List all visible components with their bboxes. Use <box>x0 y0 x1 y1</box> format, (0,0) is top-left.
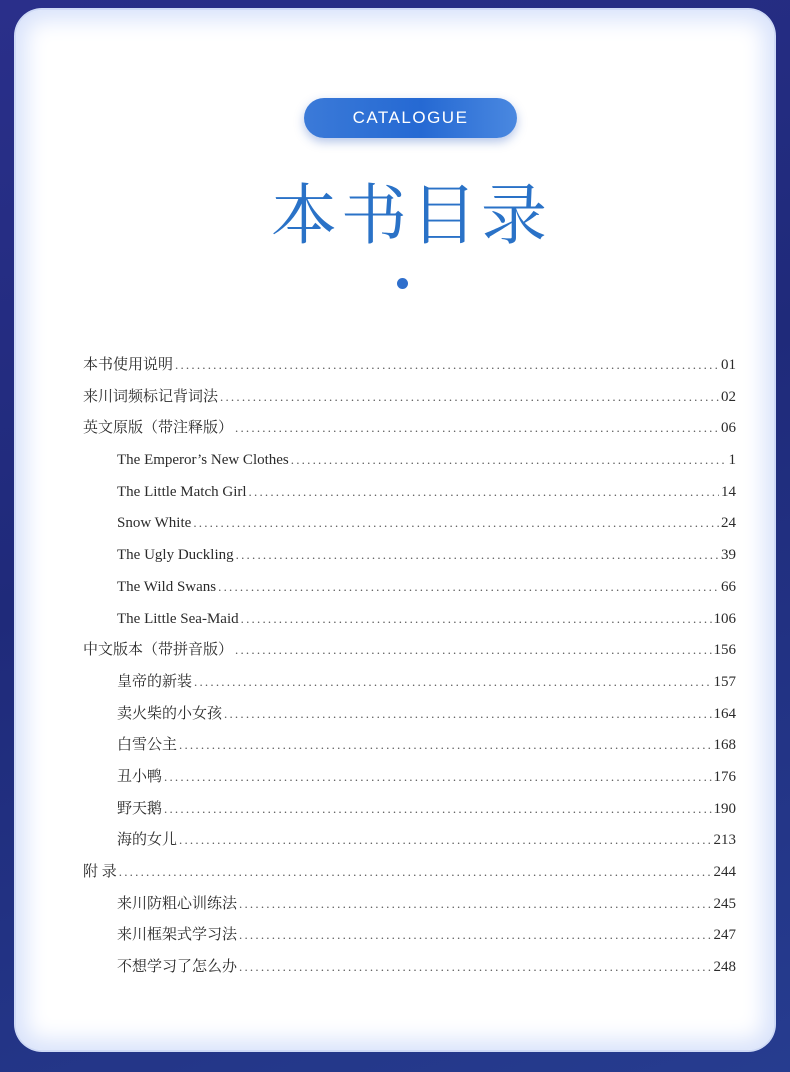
toc-entry-label: 丑小鸭 <box>117 768 163 785</box>
dot-leader <box>239 951 711 983</box>
toc-entry-page: 02 <box>721 388 736 405</box>
toc-subentry <box>83 507 736 539</box>
toc-subentry <box>83 888 736 920</box>
toc-entry-page: 176 <box>713 768 736 785</box>
toc-subentry <box>83 698 736 730</box>
toc-entry-label: The Ugly Duckling <box>117 547 234 564</box>
toc-entry <box>83 856 736 888</box>
toc-entry-page: 190 <box>713 800 736 817</box>
dot-leader <box>193 507 719 539</box>
toc-subentry <box>83 761 736 793</box>
toc-entry-label: 不想学习了怎么办 <box>117 959 238 976</box>
dot-leader <box>220 381 719 413</box>
toc-subentry <box>83 444 736 476</box>
dot-leader <box>239 888 711 920</box>
toc-subentry <box>83 571 736 603</box>
dot-leader <box>179 729 711 761</box>
toc-entry-page: 1 <box>728 452 736 469</box>
toc-entry-label: 来川框架式学习法 <box>117 927 238 944</box>
toc-entry-page: 106 <box>713 610 736 627</box>
toc-entry-label: The Little Sea-Maid <box>117 610 239 627</box>
toc-entry-page: 01 <box>721 357 736 373</box>
toc-entry <box>83 634 736 666</box>
toc-subentry <box>83 666 736 698</box>
toc-entry-page: 244 <box>713 864 736 880</box>
dot-leader <box>179 824 711 856</box>
toc-subentry <box>83 824 736 856</box>
toc-entry-label: The Wild Swans <box>117 578 217 595</box>
toc-entry-page: 247 <box>713 927 736 944</box>
toc-subentry <box>83 476 736 508</box>
toc-entry-label: The Emperor’s New Clothes <box>117 452 289 469</box>
toc-entry <box>83 349 736 381</box>
toc-entry-label: 附 录 <box>83 864 117 880</box>
toc-entry-page: 24 <box>721 515 736 532</box>
toc-entry-page: 06 <box>721 420 736 437</box>
toc-entry-label: 野天鹅 <box>117 800 163 817</box>
dot-leader <box>235 412 719 444</box>
toc-subentry <box>83 951 736 983</box>
toc-entry-label: The Little Match Girl <box>117 483 247 500</box>
decorative-dots <box>397 278 421 290</box>
dot-leader <box>119 856 712 888</box>
toc-entry-label: 来川防粗心训练法 <box>117 895 238 912</box>
toc-subentry <box>83 793 736 825</box>
toc-entry-label: Snow White <box>117 515 192 532</box>
toc-entry <box>83 412 736 444</box>
dot-leader <box>175 349 719 381</box>
toc-entry-label: 英文原版（带注释版） <box>83 420 234 437</box>
toc-entry-page: 156 <box>713 642 736 659</box>
toc-entry-page: 248 <box>713 959 736 976</box>
dot-leader <box>164 793 711 825</box>
toc-entry-page: 157 <box>713 673 736 690</box>
catalogue-badge: CATALOGUE <box>304 98 517 138</box>
toc-entry-page: 168 <box>713 737 736 754</box>
dot-leader <box>224 698 711 730</box>
dot-leader <box>241 603 712 635</box>
toc-entry-page: 213 <box>713 832 736 849</box>
toc-subentry <box>83 919 736 951</box>
toc-entry-page: 39 <box>721 547 736 564</box>
toc-entry <box>83 381 736 413</box>
toc-entry-page: 14 <box>721 483 736 500</box>
toc-entry-label: 中文版本（带拼音版） <box>83 642 234 659</box>
toc-entry-label: 海的女儿 <box>117 832 178 849</box>
dot-leader <box>239 919 711 951</box>
toc-entry-page: 245 <box>713 895 736 912</box>
toc-subentry <box>83 729 736 761</box>
dot-leader <box>194 666 711 698</box>
dot-leader <box>235 634 711 666</box>
dot-leader <box>164 761 711 793</box>
dot-leader <box>291 444 727 476</box>
page-title: 本书目录 <box>271 177 551 254</box>
toc-entry-label: 来川词频标记背词法 <box>83 388 219 405</box>
toc-entry-label: 卖火柴的小女孩 <box>117 705 223 722</box>
toc-entry-page: 164 <box>713 705 736 722</box>
toc-entry-page: 66 <box>721 578 736 595</box>
toc-subentry <box>83 539 736 571</box>
toc-entry-label: 本书使用说明 <box>83 357 174 373</box>
table-of-contents <box>83 349 736 983</box>
dot-leader <box>249 476 719 508</box>
dot-main-icon <box>397 278 408 289</box>
toc-subentry <box>83 603 736 635</box>
toc-entry-label: 白雪公主 <box>117 737 178 754</box>
toc-entry-label: 皇帝的新装 <box>117 673 193 690</box>
catalogue-card <box>16 10 774 1050</box>
dot-leader <box>218 571 719 603</box>
dot-leader <box>236 539 719 571</box>
